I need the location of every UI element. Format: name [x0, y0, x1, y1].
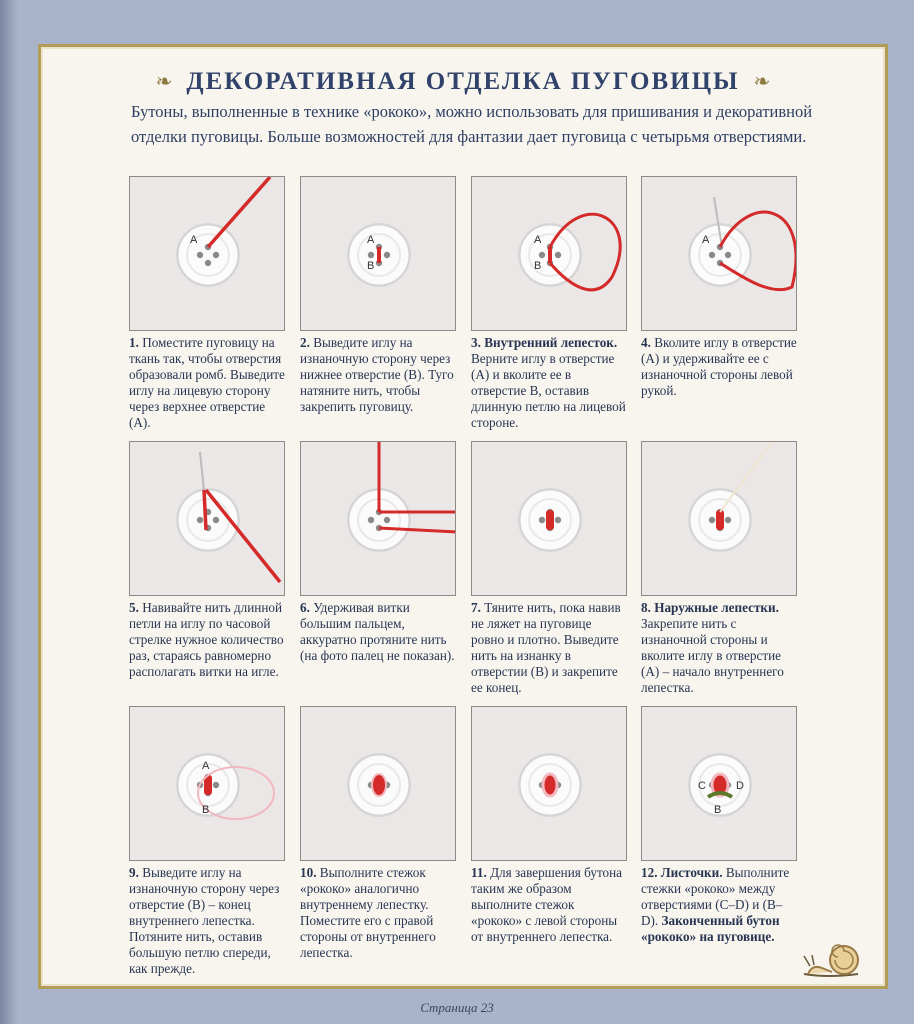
hole-label: C: [698, 780, 706, 792]
hole-label: A: [202, 760, 210, 772]
step-photo-6: [300, 441, 456, 596]
step-photo-12: [641, 706, 797, 861]
step-caption-12: [641, 865, 797, 945]
hole-label: A: [367, 234, 375, 246]
step-caption-6: [300, 600, 456, 664]
intro-paragraph: Бутоны, выполненные в технике «рококо», можно использовать для пришивания и декоративной отделки пуговицы. Больше возможностей для фантазии дает пуговица с четырьмя отверстиями.: [131, 102, 813, 146]
step-text: Выполните стежок «рококо» аналогично внутреннему лепестку. Поместите его с правой стороны от внутреннего лепестка.: [300, 865, 436, 960]
step-text: Выведите иглу на изнаночную сторону через нижнее отверстие (В). Туго натяните нить, чтобы закрепить пуговицу.: [300, 335, 454, 414]
hole-label: B: [714, 804, 722, 816]
step-number: 5.: [129, 600, 143, 615]
step-keyword: Наружные лепестки.: [654, 600, 779, 615]
step-photo-3: [471, 176, 627, 331]
book-spine: [0, 0, 18, 1024]
step-caption-10: [300, 865, 456, 961]
page-number: Страница 23: [420, 1000, 494, 1015]
step-number: 8.: [641, 600, 655, 615]
step-text: Верните иглу в отверстие (А) и вколите ее в отверстие В, оставив длинную петлю на лицевой стороне.: [471, 351, 626, 430]
step-number: 7.: [471, 600, 485, 615]
step-caption-5: [129, 600, 285, 680]
step-number: 9.: [129, 865, 143, 880]
hole-label: B: [202, 804, 210, 816]
step-photo-7: [471, 441, 627, 596]
step-number: 1.: [129, 335, 143, 350]
step-text: Удерживая витки большим пальцем, аккуратно протяните нить (на фото палец не показан).: [300, 600, 455, 663]
step-caption-7: [471, 600, 627, 696]
step-text: Поместите пуговицу на ткань так, чтобы отверстия образовали ромб. Выведите иглу на лицевую сторону через верхнее отверстие (А).: [129, 335, 285, 430]
step-caption-3: [471, 335, 627, 431]
hole-label: D: [736, 780, 744, 792]
step-number: 3.: [471, 335, 485, 350]
step-text: Навивайте нить длинной петли на иглу по часовой стрелке нужное количество раз, стараясь равномерно располагать витки на игле.: [129, 600, 284, 679]
ornament-right-icon: ❧: [753, 71, 771, 93]
step-caption-2: [300, 335, 456, 415]
step-caption-4: [641, 335, 797, 399]
step-text: Тяните нить, пока навив не ляжет на пуговице ровно и плотно. Выведите нить на изнанку в отверстии (В) и закрепите ее конец.: [471, 600, 621, 695]
step-photo-1: [129, 176, 285, 331]
step-caption-11: [471, 865, 627, 945]
step-text: Закрепите нить с изнаночной стороны и вколите иглу в отверстие (А) – начало внутреннего лепестка.: [641, 616, 784, 695]
hole-label: A: [702, 234, 710, 246]
step-number: 6.: [300, 600, 314, 615]
page-title: ДЕКОРАТИВНАЯ ОТДЕЛКА ПУГОВИЦЫ: [186, 68, 740, 95]
step-photo-10: [300, 706, 456, 861]
step-photo-11: [471, 706, 627, 861]
step-text: Выведите иглу на изнаночную сторону через отверстие (В) – конец внутреннего лепестка. Потяните нить, оставив большую петлю спереди, как прежде.: [129, 865, 280, 976]
step-caption-1: [129, 335, 285, 431]
step-number: 10.: [300, 865, 320, 880]
step-caption-8: [641, 600, 797, 696]
step-photo-9: [129, 706, 285, 861]
step-photo-8: [641, 441, 797, 596]
step-number: 11.: [471, 865, 491, 880]
snail-icon: [798, 934, 868, 980]
step-photo-5: [129, 441, 285, 596]
step-photo-4: [641, 176, 797, 331]
hole-label: A: [534, 234, 542, 246]
title-row: [41, 65, 885, 99]
step-caption-9: [129, 865, 285, 977]
hole-label: B: [367, 260, 375, 272]
step-text: Вколите иглу в отверстие (А) и удерживайте ее с изнаночной стороны левой рукой.: [641, 335, 797, 398]
step-keyword: Листочки.: [660, 865, 726, 880]
step-number: 12.: [641, 865, 661, 880]
step-keyword: Внутренний лепесток.: [484, 335, 618, 350]
step-photo-2: [300, 176, 456, 331]
step-number: 4.: [641, 335, 655, 350]
step-text: Для завершения бутона таким же образом выполните стежок «рококо» с левой стороны от внутреннего лепестка.: [471, 865, 623, 944]
step-keyword-final: Законченный бутон «рококо» на пуговице.: [641, 913, 780, 944]
hole-label: B: [534, 260, 542, 272]
hole-label: A: [190, 234, 198, 246]
ornament-left-icon: ❧: [155, 71, 173, 93]
step-text: Выполните стежки «рококо» между отверстиями (С–D) и (В–D).: [641, 865, 790, 928]
step-number: 2.: [300, 335, 314, 350]
